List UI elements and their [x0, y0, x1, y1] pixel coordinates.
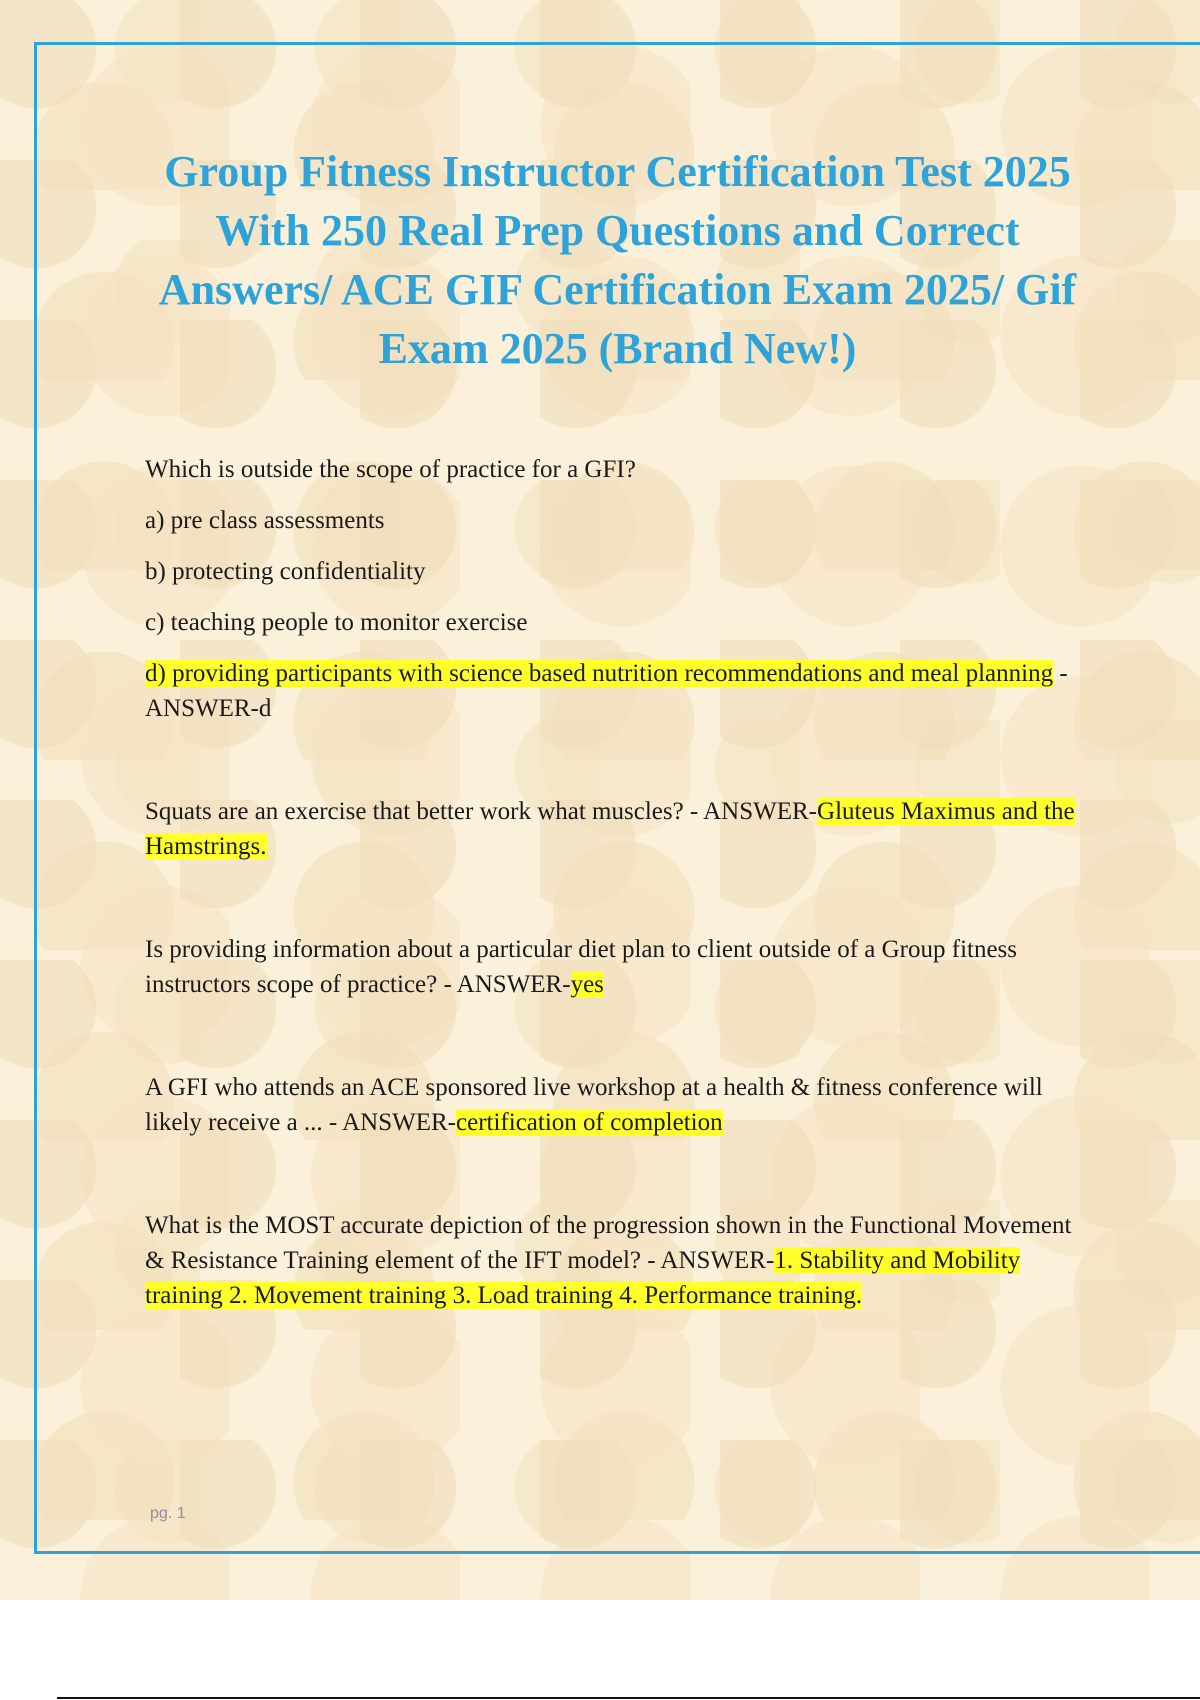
question-3: Is providing information about a particular diet plan to client outside of a Group fitness instructors scope of practice? - ANSWER- — [145, 936, 1018, 998]
question-4-block — [145, 1070, 1075, 1140]
option-a: a) pre class assessments — [145, 507, 385, 534]
answer-3-highlight: yes — [570, 971, 604, 998]
question-2-block — [145, 794, 1075, 864]
answer-4-highlight: certification of completion — [456, 1109, 723, 1136]
question-3-block — [145, 932, 1075, 1002]
answer-1-suffix: - ANSWER-d — [145, 660, 1068, 722]
answer-5-highlight: 1. Stability and Mobility training 2. Movement training 3. Load training 4. Performance training. — [145, 1247, 1021, 1309]
question-5: What is the MOST accurate depiction of the progression shown in the Functional Movement & Resistance Training element of the IFT model? - ANSWER- — [145, 1212, 1072, 1274]
page-number: pg. 1 — [150, 1505, 186, 1522]
option-c: c) teaching people to monitor exercise — [145, 609, 528, 636]
question-5-block — [145, 1208, 1075, 1313]
footer-divider — [57, 1697, 1200, 1699]
document-title: Group Fitness Instructor Certification Test 2025 With 250 Real Prep Questions and Correct Answers/ ACE GIF Certification Exam 2025/ Gif Exam 2025 (Brand New!) — [158, 147, 1077, 373]
document-content — [145, 452, 1075, 1313]
option-d-highlight: d) providing participants with science based nutrition recommendations and meal planning — [145, 660, 1054, 687]
option-d-block — [145, 656, 1075, 726]
question-2: Squats are an exercise that better work what muscles? - ANSWER- — [145, 798, 818, 825]
answer-2-highlight: Gluteus Maximus and the Hamstrings. — [145, 798, 1075, 860]
question-1: Which is outside the scope of practice for a GFI? — [145, 456, 636, 483]
option-b: b) protecting confidentiality — [145, 558, 426, 585]
question-4: A GFI who attends an ACE sponsored live workshop at a health & fitness conference will likely receive a ... - ANSWER- — [145, 1074, 1043, 1136]
